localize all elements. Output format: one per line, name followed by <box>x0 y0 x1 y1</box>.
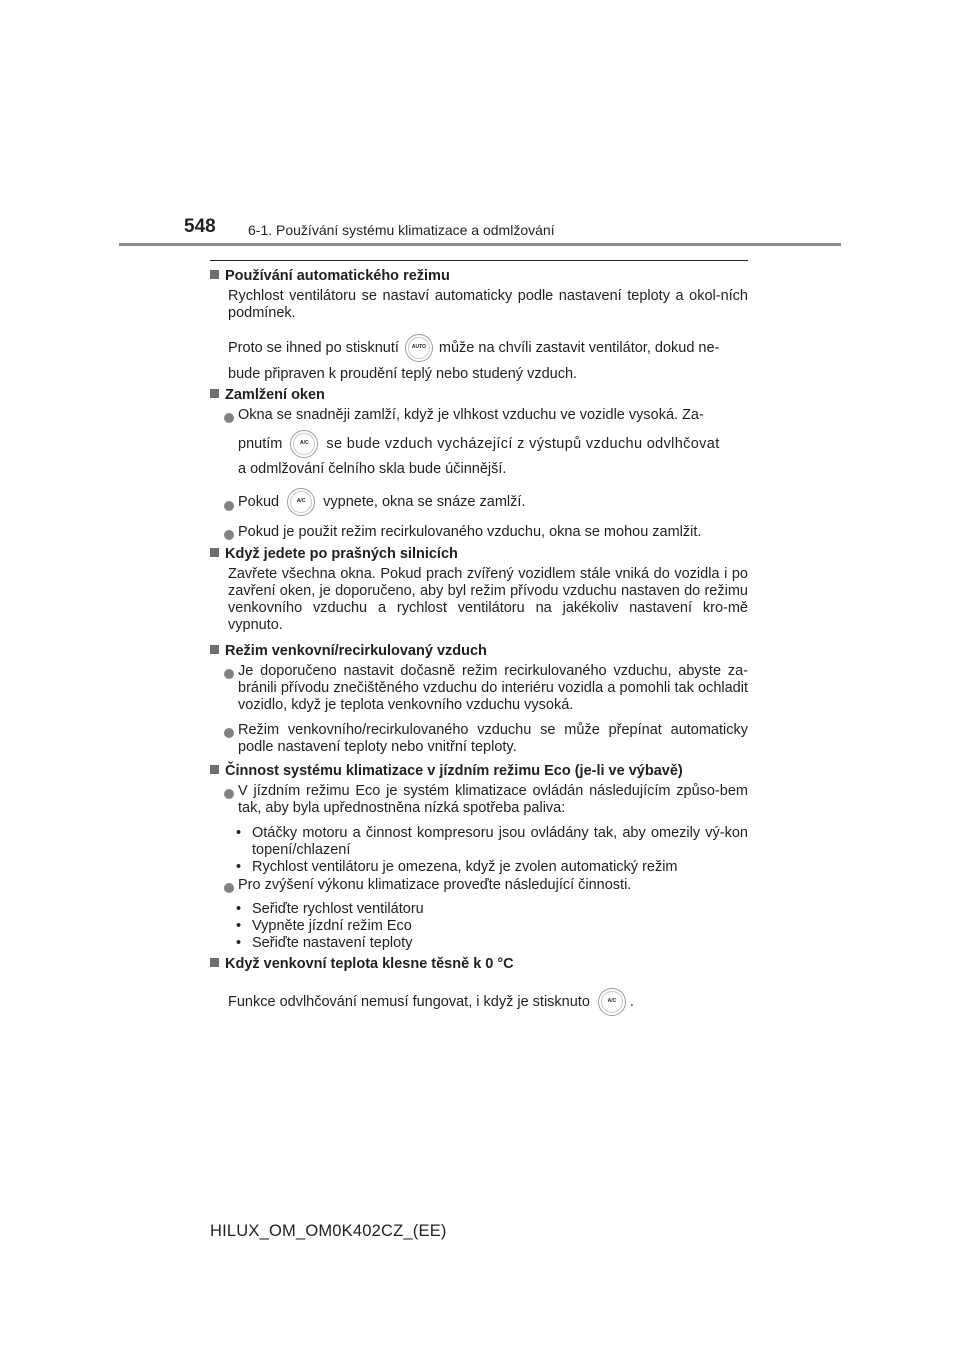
sub-bullet-marker: • <box>236 901 242 917</box>
sub-bullet-marker: • <box>236 859 242 875</box>
ac-button-icon: A/C <box>290 430 318 458</box>
square-bullet-icon <box>210 389 219 398</box>
bullet-dot-icon <box>224 726 234 742</box>
heading-auto-mode: Používání automatického režimu <box>210 268 450 284</box>
heading-fogging: Zamlžení oken <box>210 387 325 403</box>
fogging-bullet1-line2: pnutím A/C se bude vzduch vycházející z výstupů vzduchu odvlhčovat <box>238 430 748 458</box>
recirc-bullet2: Režim venkovního/recirkulovaného vzduchu se může přepínat automaticky podle nastavení teploty nebo vnitřní teploty. <box>238 722 748 755</box>
bullet-dot-icon <box>224 787 234 803</box>
square-bullet-icon <box>210 548 219 557</box>
auto-button-icon: AUTO <box>405 334 433 362</box>
auto-mode-text: Rychlost ventilátoru se nastaví automaticky podle nastavení teploty a okol-ních podmínek. <box>228 288 748 321</box>
sub-bullet-marker: • <box>236 825 242 841</box>
fogging-bullet1-line3: a odmlžování čelního skla bude účinnější. <box>238 461 507 477</box>
square-bullet-icon <box>210 270 219 279</box>
bullet-dot-icon <box>224 528 234 544</box>
eco-sub4: Vypněte jízdní režim Eco <box>252 918 412 934</box>
auto-mode-line: Proto se ihned po stisknutí AUTO může na chvíli zastavit ventilátor, dokud ne- <box>228 334 748 362</box>
eco-sub2: Rychlost ventilátoru je omezena, když je zvolen automatický režim <box>252 859 678 875</box>
header-rule <box>119 243 841 246</box>
heading-cold-temperature: Když venkovní teplota klesne těsně k 0 °C <box>210 956 514 972</box>
page-number: 548 <box>184 216 216 237</box>
eco-bullet1: V jízdním režimu Eco je systém klimatizace ovládán následujícím způso-bem tak, aby byla upřednostněna nízká spotřeba paliva: <box>238 783 748 816</box>
eco-sub1: Otáčky motoru a činnost kompresoru jsou ovládány tak, aby omezily vý-kon topení/chlazení <box>252 825 748 858</box>
auto-mode-line2: bude připraven k proudění teplý nebo studený vzduch. <box>228 366 578 382</box>
ac-button-icon: A/C <box>287 488 315 516</box>
bullet-dot-icon <box>224 411 234 427</box>
heading-dusty-roads: Když jedete po prašných silnicích <box>210 546 458 562</box>
fogging-bullet1-line1: Okna se snadněji zamlží, když je vlhkost vzduchu ve vozidle vysoká. Za- <box>238 407 704 423</box>
bullet-dot-icon <box>224 667 234 683</box>
eco-sub5: Seřiďte nastavení teploty <box>252 935 413 951</box>
eco-sub3: Seřiďte rychlost ventilátoru <box>252 901 424 917</box>
dusty-roads-text: Zavřete všechna okna. Pokud prach zvířený vozidlem stále vniká do vozidla i po zavření oken, je doporučeno, aby byl režim přívodu vzduchu nastaven do režimu venkovního vzduchu a rychlost ventilátoru na jakékoliv nastavení kro-mě vypnuto. <box>228 566 748 633</box>
ac-button-icon: A/C <box>598 988 626 1016</box>
fogging-bullet2: Pokud A/C vypnete, okna se snáze zamlží. <box>238 488 748 516</box>
bullet-dot-icon <box>224 499 234 515</box>
chapter-title: 6-1. Používání systému klimatizace a odmlžování <box>248 222 555 238</box>
bullet-dot-icon <box>224 881 234 897</box>
recirc-bullet1: Je doporučeno nastavit dočasně režim recirkulovaného vzduchu, abyste za-bránili přívodu znečištěného vzduchu do interiéru vozidla a pomohli tak ochladit vozidlo, když je teplota venkovního vzduchu vysoká. <box>238 663 748 713</box>
square-bullet-icon <box>210 958 219 967</box>
sub-bullet-marker: • <box>236 918 242 934</box>
cold-temperature-text: Funkce odvlhčování nemusí fungovat, i když je stisknuto A/C . <box>228 988 748 1016</box>
document-code: HILUX_OM_OM0K402CZ_(EE) <box>210 1222 447 1240</box>
eco-bullet2: Pro zvýšení výkonu klimatizace proveďte následující činnosti. <box>238 877 632 893</box>
square-bullet-icon <box>210 645 219 654</box>
heading-recirculation: Režim venkovní/recirkulovaný vzduch <box>210 643 487 659</box>
sub-bullet-marker: • <box>236 935 242 951</box>
heading-eco-mode: Činnost systému klimatizace v jízdním režimu Eco (je-li ve výbavě) <box>210 763 683 779</box>
section-rule <box>210 260 748 261</box>
square-bullet-icon <box>210 765 219 774</box>
fogging-bullet3: Pokud je použit režim recirkulovaného vzduchu, okna se mohou zamlžit. <box>238 524 702 540</box>
